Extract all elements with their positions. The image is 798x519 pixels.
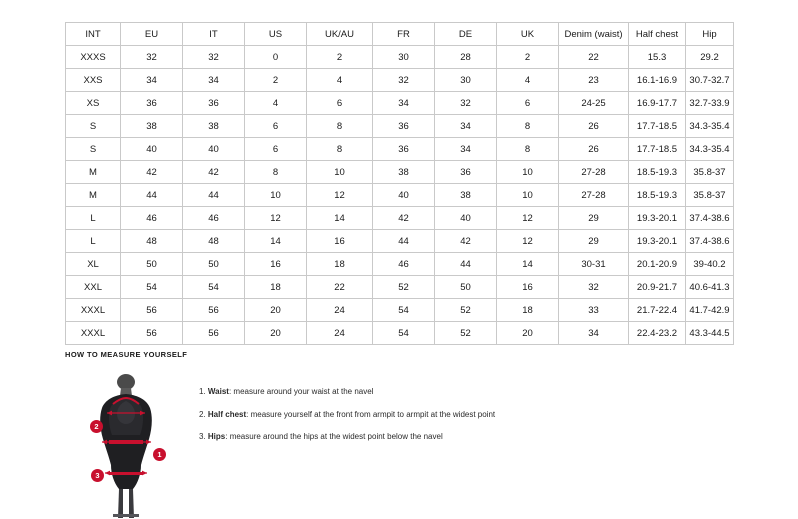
column-header-us: US — [245, 23, 307, 46]
cell-uk-au: 2 — [307, 46, 373, 69]
cell-fr: 36 — [373, 115, 435, 138]
cell-us: 0 — [245, 46, 307, 69]
cell-hip: 41.7-42.9 — [686, 299, 734, 322]
cell-it: 54 — [183, 276, 245, 299]
cell-us: 10 — [245, 184, 307, 207]
cell-half-chest: 16.9-17.7 — [629, 92, 686, 115]
cell-us: 16 — [245, 253, 307, 276]
cell-uk: 8 — [497, 138, 559, 161]
measure-steps-list — [185, 373, 495, 455]
cell-us: 2 — [245, 69, 307, 92]
cell-uk-au: 24 — [307, 322, 373, 345]
cell-us: 18 — [245, 276, 307, 299]
cell-fr: 34 — [373, 92, 435, 115]
cell-fr: 32 — [373, 69, 435, 92]
cell-eu: 50 — [121, 253, 183, 276]
cell-de: 40 — [435, 207, 497, 230]
cell-eu: 42 — [121, 161, 183, 184]
cell-fr: 54 — [373, 299, 435, 322]
cell-hip: 34.3-35.4 — [686, 115, 734, 138]
cell-half-chest: 15.3 — [629, 46, 686, 69]
size-chart-container — [65, 22, 733, 345]
cell-it: 36 — [183, 92, 245, 115]
cell-fr: 38 — [373, 161, 435, 184]
step-number-1: 1. — [199, 387, 206, 396]
cell-half-chest: 20.1-20.9 — [629, 253, 686, 276]
cell-hip: 30.7-32.7 — [686, 69, 734, 92]
mannequin-figure — [65, 373, 185, 518]
cell-uk-au: 16 — [307, 230, 373, 253]
cell-de: 28 — [435, 46, 497, 69]
cell-denim-waist: 27-28 — [559, 161, 629, 184]
cell-uk: 2 — [497, 46, 559, 69]
cell-eu: 56 — [121, 299, 183, 322]
cell-int: S — [66, 138, 121, 161]
cell-half-chest: 18.5-19.3 — [629, 184, 686, 207]
column-header-int: INT — [66, 23, 121, 46]
how-to-measure-section — [65, 350, 745, 518]
cell-de: 42 — [435, 230, 497, 253]
cell-us: 20 — [245, 299, 307, 322]
cell-eu: 34 — [121, 69, 183, 92]
cell-half-chest: 21.7-22.4 — [629, 299, 686, 322]
measure-step-half-chest — [199, 410, 495, 420]
cell-uk-au: 24 — [307, 299, 373, 322]
cell-uk: 12 — [497, 207, 559, 230]
cell-uk: 20 — [497, 322, 559, 345]
cell-denim-waist: 23 — [559, 69, 629, 92]
cell-hip: 35.8-37 — [686, 161, 734, 184]
cell-uk: 8 — [497, 115, 559, 138]
step-term-hips: Hips — [207, 432, 226, 442]
cell-uk-au: 22 — [307, 276, 373, 299]
cell-int: L — [66, 230, 121, 253]
cell-de: 32 — [435, 92, 497, 115]
cell-it: 40 — [183, 138, 245, 161]
cell-uk-au: 12 — [307, 184, 373, 207]
cell-fr: 36 — [373, 138, 435, 161]
cell-uk-au: 8 — [307, 115, 373, 138]
cell-eu: 38 — [121, 115, 183, 138]
step-number-3: 3. — [199, 432, 206, 442]
cell-de: 36 — [435, 161, 497, 184]
cell-de: 34 — [435, 138, 497, 161]
cell-us: 20 — [245, 322, 307, 345]
table-row — [66, 253, 734, 276]
cell-fr: 30 — [373, 46, 435, 69]
step-text-hips: : measure around the hips at the widest point below the navel — [225, 432, 443, 442]
table-row — [66, 138, 734, 161]
cell-int: L — [66, 207, 121, 230]
cell-de: 52 — [435, 322, 497, 345]
cell-fr: 42 — [373, 207, 435, 230]
cell-it: 44 — [183, 184, 245, 207]
step-term-half-chest: Half chest — [207, 409, 247, 419]
how-to-measure-title: HOW TO MEASURE YOURSELF — [65, 350, 188, 359]
table-row — [66, 69, 734, 92]
cell-de: 38 — [435, 184, 497, 207]
cell-it: 34 — [183, 69, 245, 92]
column-header-fr: FR — [373, 23, 435, 46]
cell-uk-au: 14 — [307, 207, 373, 230]
measure-step-waist — [199, 387, 495, 397]
table-row — [66, 207, 734, 230]
cell-half-chest: 22.4-23.2 — [629, 322, 686, 345]
step-text-half-chest: : measure yourself at the front from armpit to armpit at the widest point — [246, 409, 496, 419]
cell-uk: 10 — [497, 161, 559, 184]
mannequin-illustration-icon — [83, 373, 169, 518]
cell-uk-au: 6 — [307, 92, 373, 115]
column-header-hip: Hip — [686, 23, 734, 46]
cell-us: 6 — [245, 115, 307, 138]
cell-de: 52 — [435, 299, 497, 322]
cell-int: M — [66, 161, 121, 184]
cell-uk: 6 — [497, 92, 559, 115]
cell-eu: 56 — [121, 322, 183, 345]
measure-badge-3: 3 — [91, 469, 104, 482]
cell-int: XXXL — [66, 299, 121, 322]
measure-step-hips — [199, 432, 495, 442]
cell-hip: 32.7-33.9 — [686, 92, 734, 115]
cell-int: XS — [66, 92, 121, 115]
cell-denim-waist: 22 — [559, 46, 629, 69]
cell-eu: 32 — [121, 46, 183, 69]
size-chart-table — [65, 22, 734, 345]
cell-eu: 48 — [121, 230, 183, 253]
cell-int: S — [66, 115, 121, 138]
cell-fr: 52 — [373, 276, 435, 299]
table-header — [66, 23, 734, 46]
cell-denim-waist: 24-25 — [559, 92, 629, 115]
table-body — [66, 46, 734, 345]
table-header-row — [66, 23, 734, 46]
table-row — [66, 299, 734, 322]
cell-denim-waist: 33 — [559, 299, 629, 322]
table-row — [66, 46, 734, 69]
cell-it: 42 — [183, 161, 245, 184]
cell-uk: 16 — [497, 276, 559, 299]
table-row — [66, 161, 734, 184]
cell-us: 14 — [245, 230, 307, 253]
cell-de: 34 — [435, 115, 497, 138]
cell-int: XL — [66, 253, 121, 276]
cell-fr: 44 — [373, 230, 435, 253]
cell-denim-waist: 29 — [559, 207, 629, 230]
cell-hip: 34.3-35.4 — [686, 138, 734, 161]
cell-denim-waist: 26 — [559, 138, 629, 161]
cell-half-chest: 19.3-20.1 — [629, 207, 686, 230]
cell-uk: 18 — [497, 299, 559, 322]
cell-it: 48 — [183, 230, 245, 253]
cell-us: 12 — [245, 207, 307, 230]
cell-half-chest: 17.7-18.5 — [629, 115, 686, 138]
cell-eu: 36 — [121, 92, 183, 115]
cell-fr: 40 — [373, 184, 435, 207]
column-header-denim-waist: Denim (waist) — [559, 23, 629, 46]
cell-us: 8 — [245, 161, 307, 184]
cell-int: XXXS — [66, 46, 121, 69]
cell-hip: 37.4-38.6 — [686, 230, 734, 253]
cell-fr: 54 — [373, 322, 435, 345]
cell-fr: 46 — [373, 253, 435, 276]
cell-half-chest: 20.9-21.7 — [629, 276, 686, 299]
column-header-it: IT — [183, 23, 245, 46]
cell-denim-waist: 30-31 — [559, 253, 629, 276]
cell-denim-waist: 27-28 — [559, 184, 629, 207]
cell-de: 30 — [435, 69, 497, 92]
cell-hip: 37.4-38.6 — [686, 207, 734, 230]
cell-hip: 39-40.2 — [686, 253, 734, 276]
cell-it: 38 — [183, 115, 245, 138]
cell-hip: 43.3-44.5 — [686, 322, 734, 345]
column-header-uk-au: UK/AU — [307, 23, 373, 46]
cell-us: 6 — [245, 138, 307, 161]
table-row — [66, 276, 734, 299]
cell-it: 56 — [183, 322, 245, 345]
table-row — [66, 115, 734, 138]
cell-uk-au: 10 — [307, 161, 373, 184]
step-number-2: 2. — [199, 409, 206, 419]
cell-hip: 29.2 — [686, 46, 734, 69]
column-header-eu: EU — [121, 23, 183, 46]
cell-denim-waist: 32 — [559, 276, 629, 299]
cell-int: M — [66, 184, 121, 207]
cell-int: XXL — [66, 276, 121, 299]
cell-denim-waist: 26 — [559, 115, 629, 138]
cell-it: 56 — [183, 299, 245, 322]
measure-badge-1: 1 — [153, 448, 166, 461]
cell-eu: 44 — [121, 184, 183, 207]
column-header-half-chest: Half chest — [629, 23, 686, 46]
step-term-waist: Waist — [207, 387, 229, 396]
measure-badge-2: 2 — [90, 420, 103, 433]
cell-uk: 12 — [497, 230, 559, 253]
cell-int: XXS — [66, 69, 121, 92]
table-row — [66, 230, 734, 253]
cell-uk: 10 — [497, 184, 559, 207]
cell-hip: 35.8-37 — [686, 184, 734, 207]
cell-it: 50 — [183, 253, 245, 276]
cell-int: XXXL — [66, 322, 121, 345]
table-row — [66, 92, 734, 115]
table-row — [66, 322, 734, 345]
how-to-measure-body — [65, 373, 745, 518]
cell-uk-au: 8 — [307, 138, 373, 161]
cell-eu: 54 — [121, 276, 183, 299]
cell-half-chest: 16.1-16.9 — [629, 69, 686, 92]
cell-it: 46 — [183, 207, 245, 230]
column-header-uk: UK — [497, 23, 559, 46]
cell-uk: 4 — [497, 69, 559, 92]
cell-uk-au: 18 — [307, 253, 373, 276]
cell-de: 44 — [435, 253, 497, 276]
column-header-de: DE — [435, 23, 497, 46]
cell-uk-au: 4 — [307, 69, 373, 92]
step-text-waist: : measure around your waist at the navel — [228, 387, 374, 396]
cell-denim-waist: 34 — [559, 322, 629, 345]
cell-it: 32 — [183, 46, 245, 69]
cell-us: 4 — [245, 92, 307, 115]
cell-de: 50 — [435, 276, 497, 299]
cell-hip: 40.6-41.3 — [686, 276, 734, 299]
cell-uk: 14 — [497, 253, 559, 276]
cell-eu: 40 — [121, 138, 183, 161]
cell-denim-waist: 29 — [559, 230, 629, 253]
cell-eu: 46 — [121, 207, 183, 230]
cell-half-chest: 19.3-20.1 — [629, 230, 686, 253]
cell-half-chest: 18.5-19.3 — [629, 161, 686, 184]
table-row — [66, 184, 734, 207]
cell-half-chest: 17.7-18.5 — [629, 138, 686, 161]
